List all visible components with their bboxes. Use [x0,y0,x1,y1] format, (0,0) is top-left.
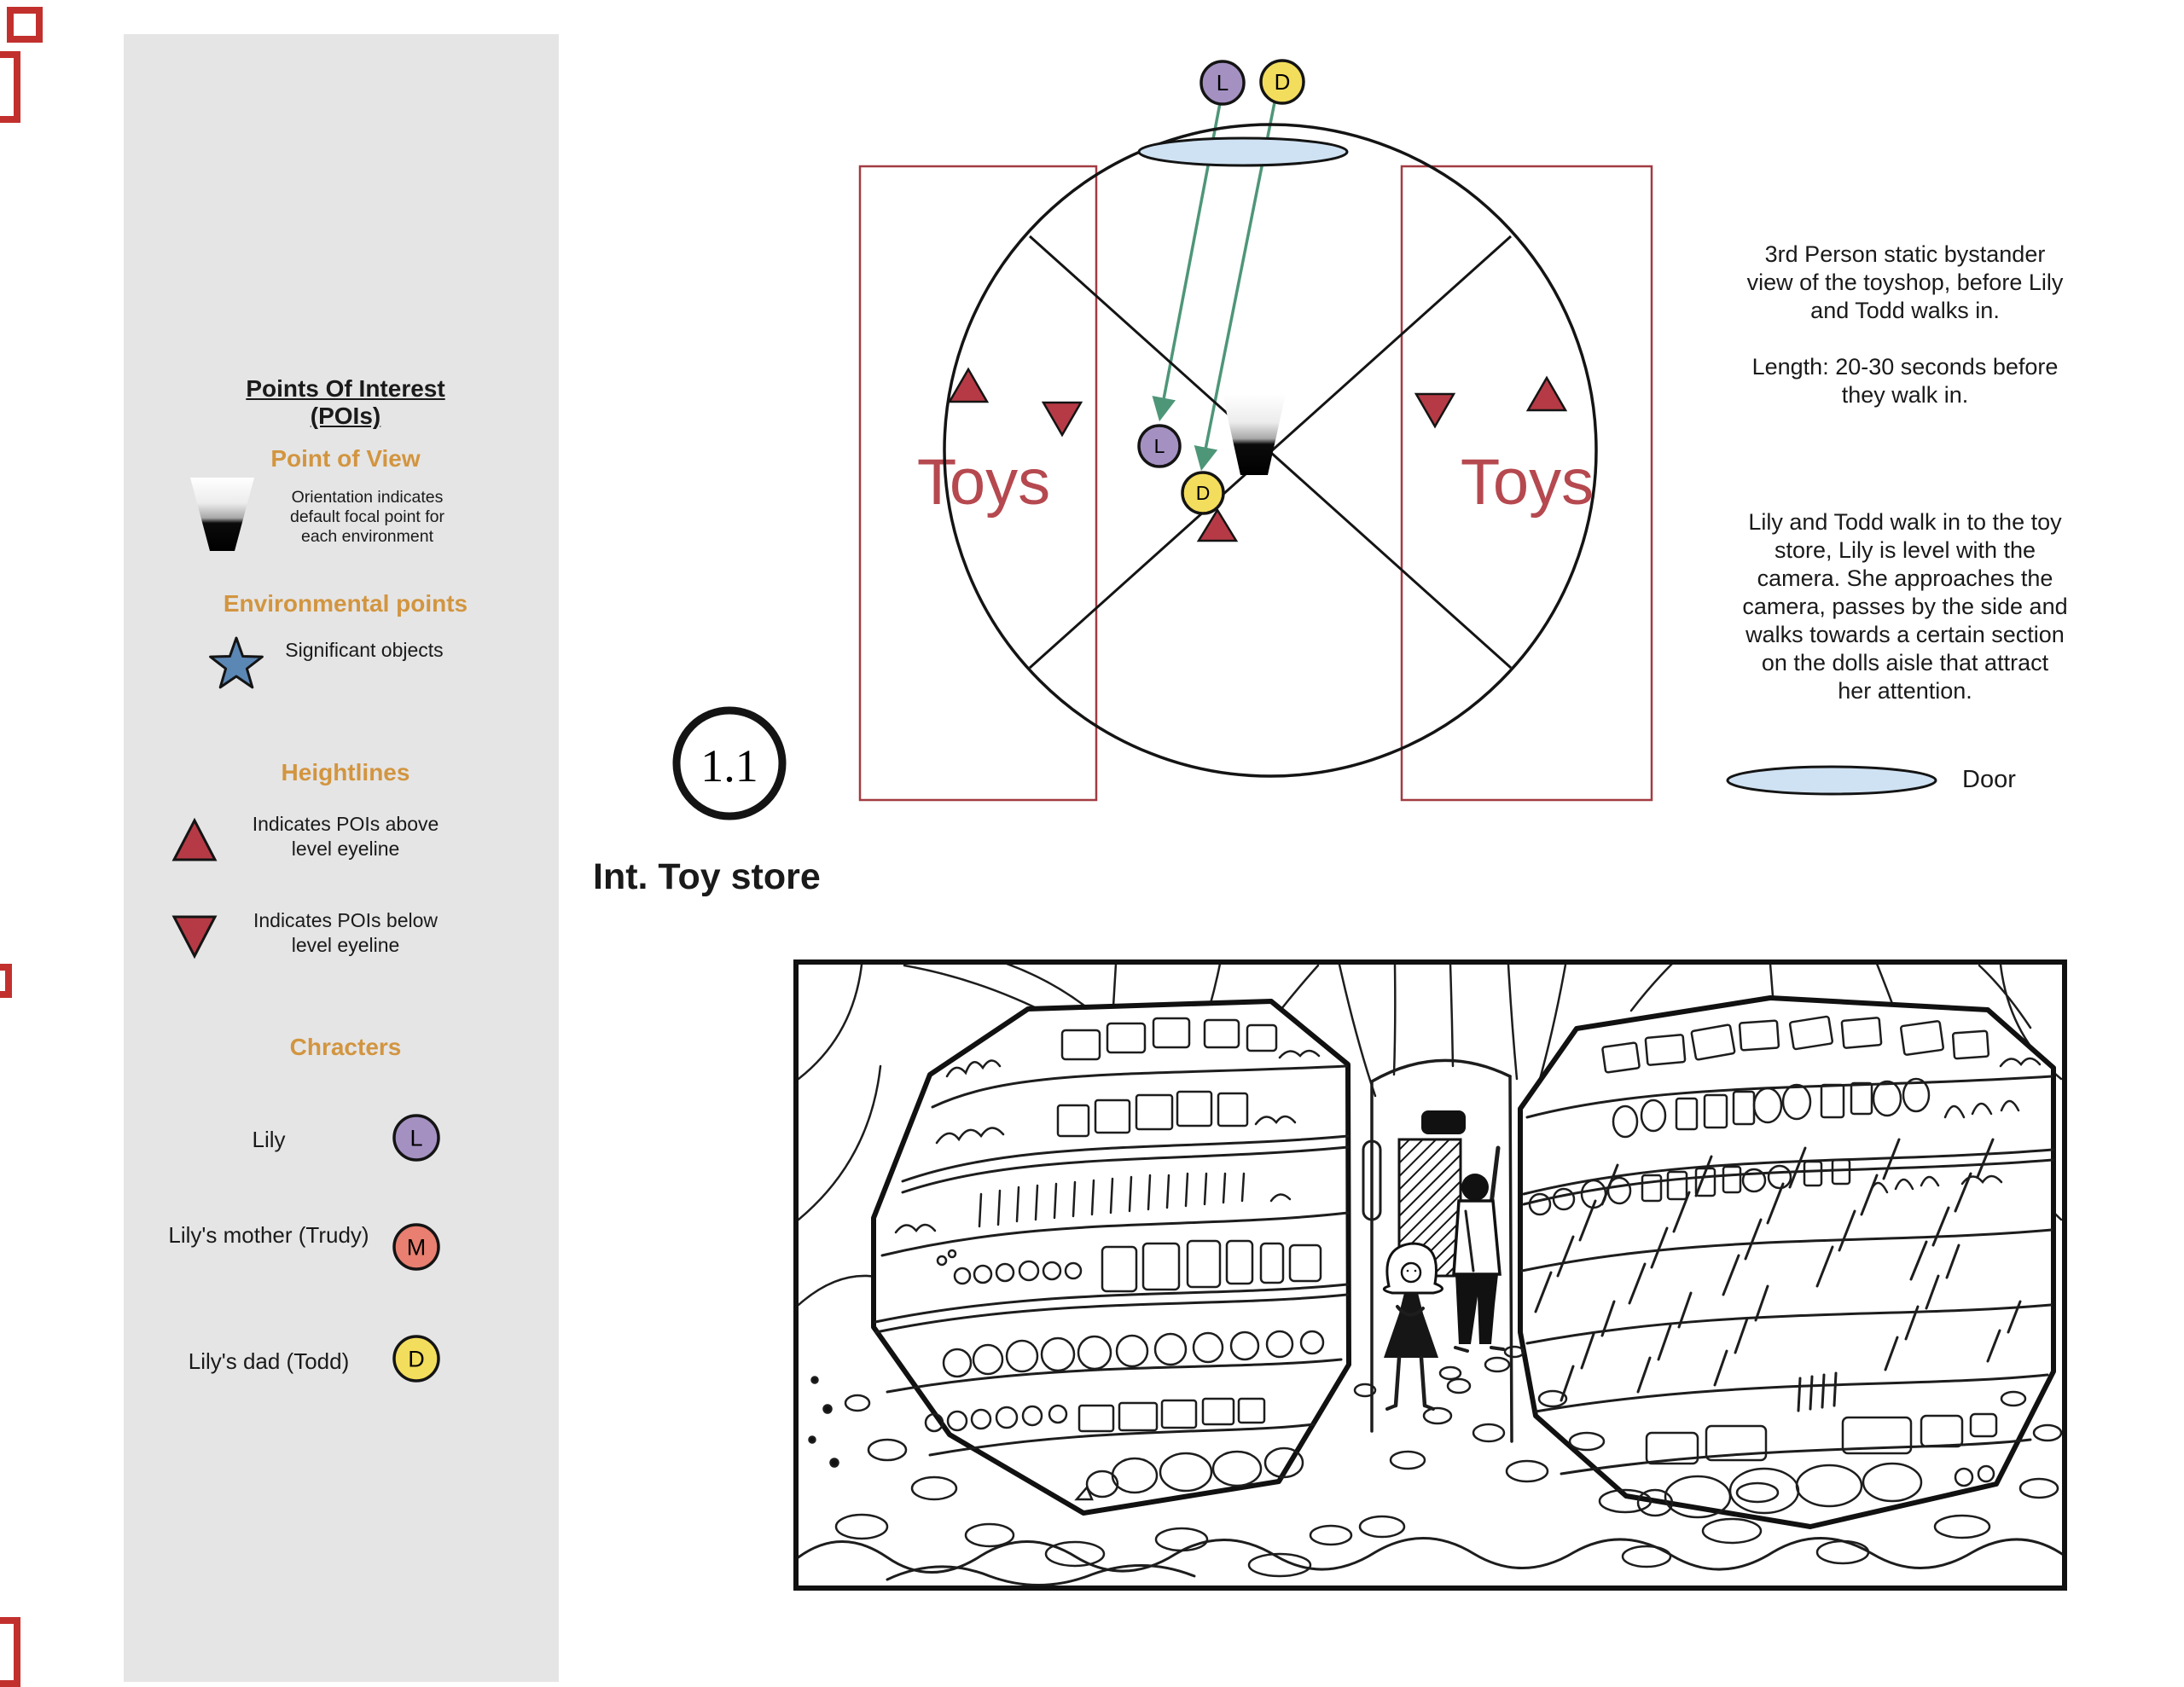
poi-below-label: Indicates POIs below level eyeline [253,909,439,956]
character-badge-mother [394,1225,439,1269]
heightlines-heading: Heightlines [281,759,410,786]
entrance-door-shape [1139,138,1347,165]
pov-description: Orientation indicates default focal point for each environment [289,488,445,546]
character-name-dad: Lily's dad (Todd) [188,1348,350,1374]
marker-dad-position [1182,472,1223,513]
marker-lily-entry [1201,61,1244,104]
scene-number-badge [677,710,782,816]
shot-description: 3rd Person static bystander view of the toyshop, before Lily and Todd walks in. [1746,241,2064,323]
character-badge-dad [394,1336,439,1381]
poi-below-triangle-icon [174,917,215,956]
shot-length: Length: 20-30 seconds before they walk in. [1751,353,2059,408]
svg-text:D: D [408,1346,425,1372]
action-notes [1742,508,2068,733]
svg-text:L: L [410,1125,423,1151]
significant-object-star-icon [211,638,263,687]
svg-text:L: L [1216,70,1229,96]
edge-red-marks [0,10,39,1684]
toys-label-left: Toys [916,446,1051,519]
character-badge-lily [394,1116,439,1160]
svg-text:1.1: 1.1 [700,739,758,791]
camera-pov-marker [1223,394,1286,475]
marker-dad-entry [1261,61,1304,103]
character-name-mother: Lily's mother (Trudy) [168,1222,369,1248]
shot-notes [1742,241,2068,438]
svg-text:M: M [406,1234,427,1261]
significant-objects-label: Significant objects [285,639,444,661]
panorama-sketch [796,962,2065,1588]
characters-heading: Chracters [289,1034,402,1060]
svg-text:D: D [1195,482,1211,505]
door-legend-shape [1728,767,1936,794]
marker-lily-position [1139,426,1180,467]
svg-text:L: L [1153,435,1165,458]
action-description: Lily and Todd walk in to the toy store, Lily is level with the camera. She approaches the camera, passes by the side and walks towards a certain section on the dolls aisle that attract her attention. [1742,509,2068,704]
svg-text:D: D [1274,69,1291,96]
environmental-heading: Environmental points [223,590,468,617]
pov-heading: Point of View [270,445,421,472]
toys-label-right: Toys [1460,446,1594,519]
door-legend-label: Door [1962,766,2016,793]
sidebar-title: Points Of Interest (POIs) [246,375,445,430]
poi-above-triangle-icon [174,820,215,860]
scene-title: Int. Toy store [593,856,821,897]
poi-above-label: Indicates POIs above level eyeline [252,813,439,860]
camera-pov-icon [190,478,254,551]
character-name-lily: Lily [252,1127,286,1152]
